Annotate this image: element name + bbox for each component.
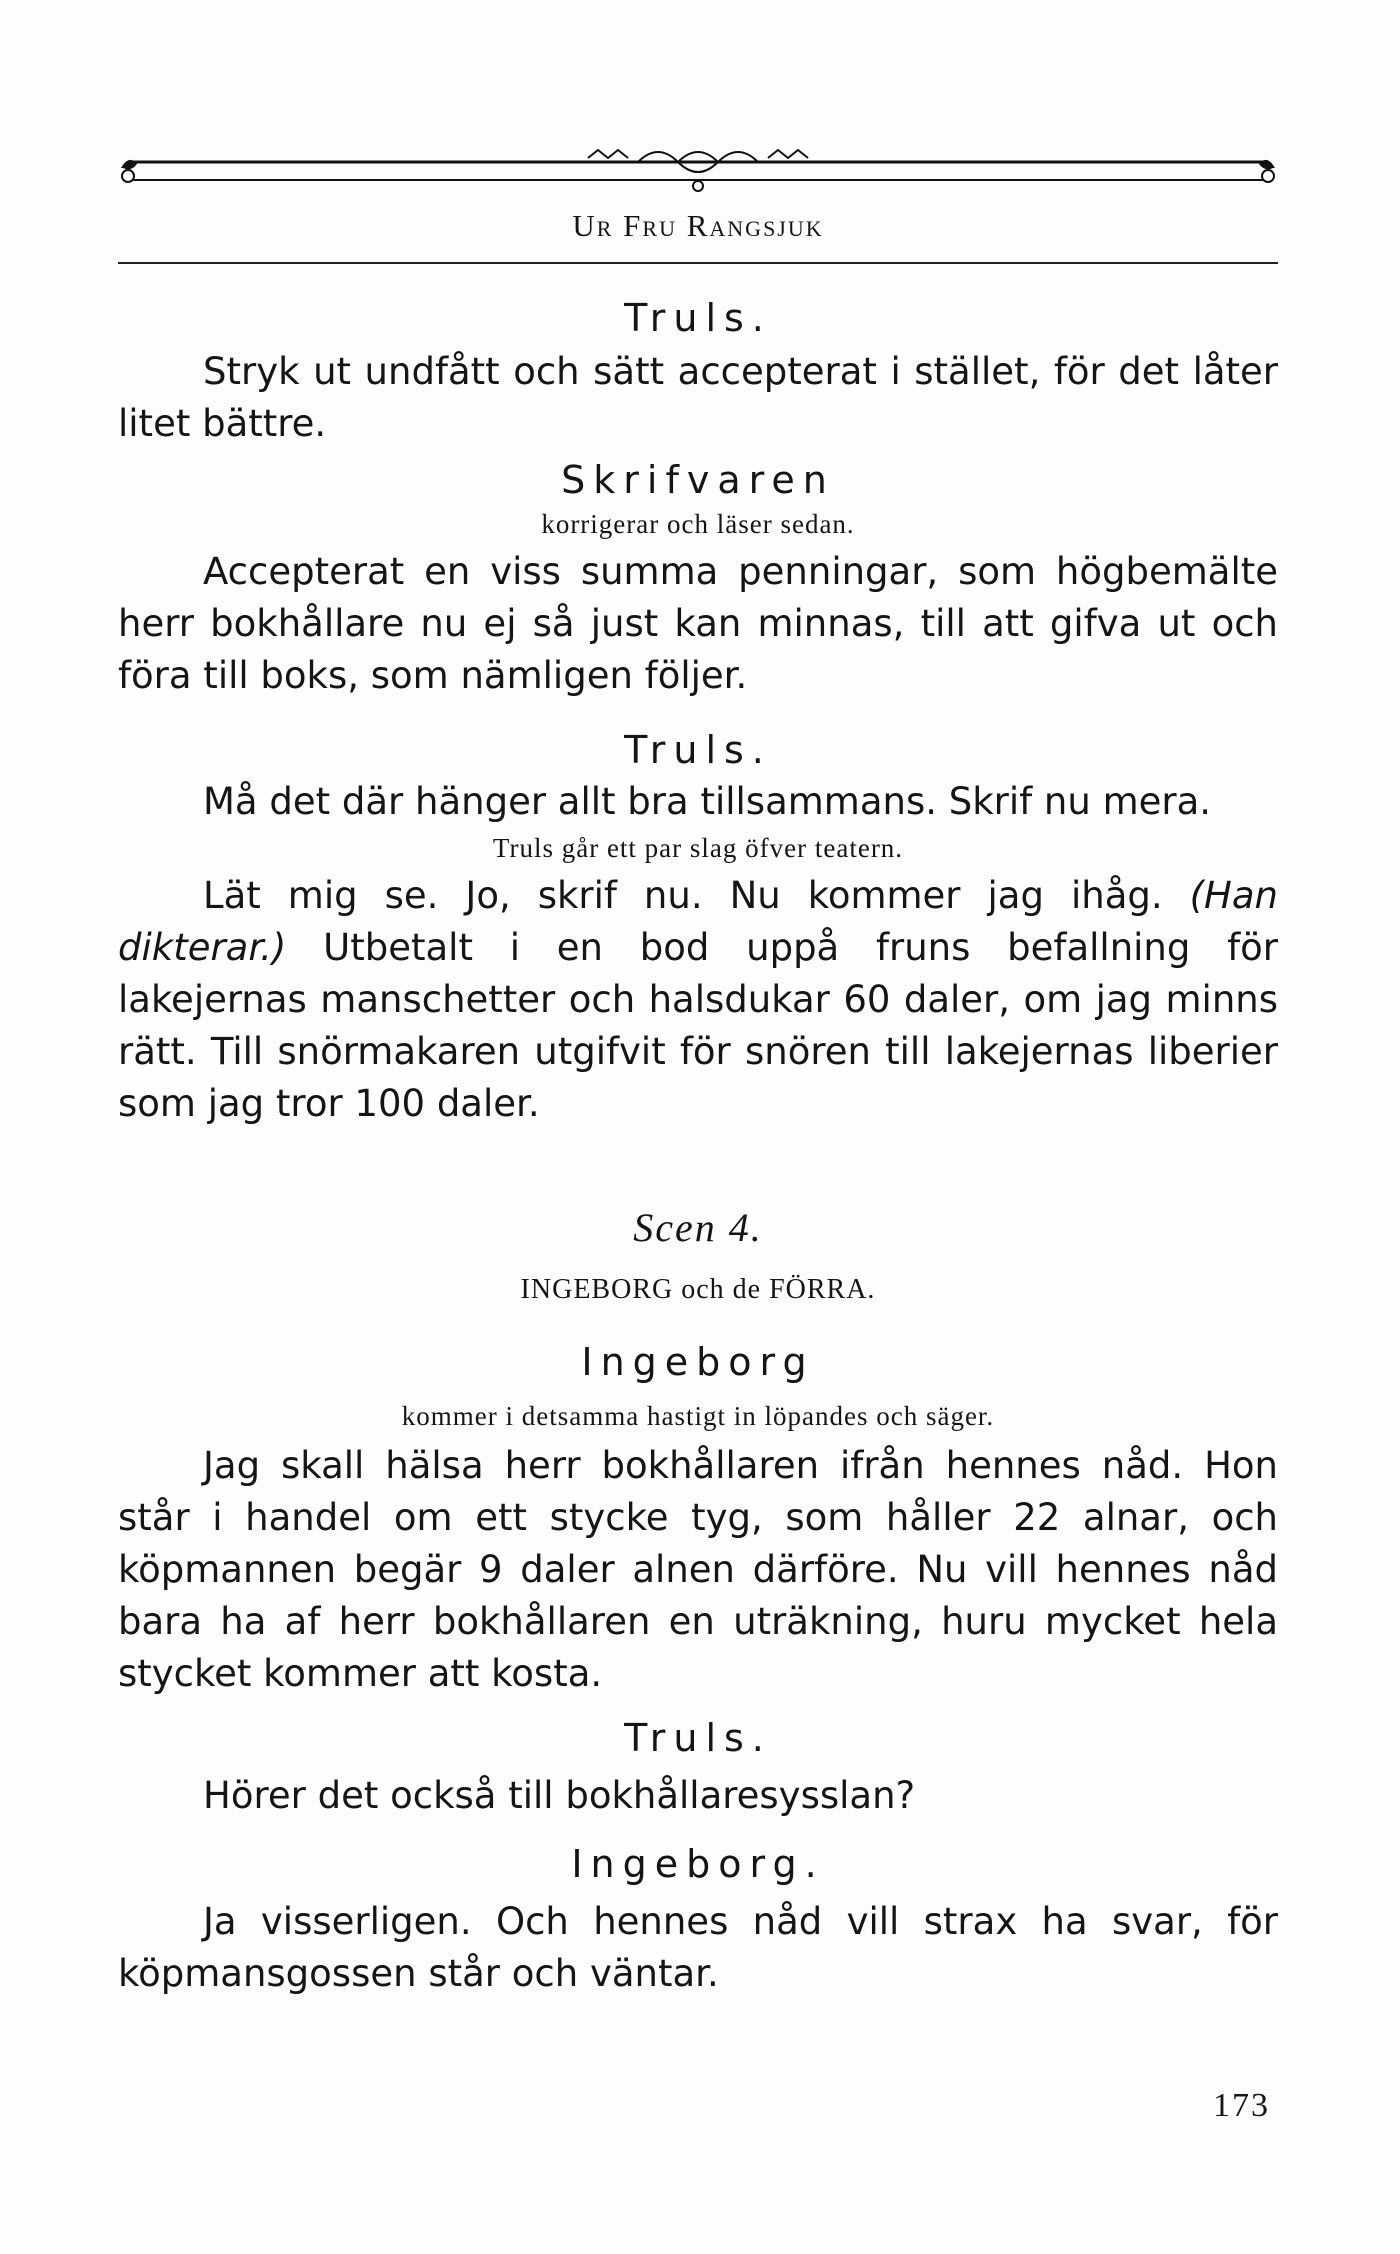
- dialogue-paragraph: Accepterat en viss summa penningar, som högbemälte herr bokhållare nu ej så just kan minnas, till att gifva ut och föra till boks, som nämligen följer.: [118, 550, 1278, 697]
- italic-stage-direction: (Han dikterar.): [118, 874, 1278, 969]
- dialogue-paragraph: Ja visserligen. Och hennes nåd vill strax ha svar, för köpmansgossen står och väntar.: [118, 1900, 1278, 1995]
- stage-direction: Truls går ett par slag öfver teatern.: [492, 833, 904, 863]
- speaker-name: Truls.: [624, 296, 772, 340]
- stage-direction: korrigerar och läser sedan.: [541, 509, 855, 539]
- ornamental-header-rule: [118, 140, 1278, 200]
- page-number: 173: [1213, 2087, 1270, 2124]
- stage-direction: kommer i detsamma hastigt in löpandes och säger.: [401, 1401, 995, 1431]
- scene-characters: INGEBORG och de FÖRRA.: [520, 1274, 876, 1305]
- dialogue-paragraph: Hörer det också till bokhållaresysslan?: [203, 1774, 916, 1817]
- scene-heading: Scen 4.: [633, 1205, 763, 1250]
- speaker-name: Skrifvaren: [561, 458, 835, 502]
- speaker-name: Ingeborg: [581, 1340, 815, 1384]
- speaker-name: Truls.: [624, 1716, 772, 1760]
- speaker-name: Truls.: [624, 728, 772, 772]
- speaker-name: Ingeborg.: [571, 1842, 825, 1886]
- dialogue-paragraph: Stryk ut undfått och sätt accepterat i stället, för det låter litet bättre.: [118, 350, 1278, 445]
- dialogue-text: Utbetalt i en bod uppå fruns befallning för lakejernas manschetter och halsdukar 60 daler, om jag minns rätt. Till snörmakaren utgifvit för snören till lakejernas liberier som jag tror 100 daler.: [118, 926, 1278, 1125]
- dialogue-paragraph: [118, 870, 1278, 1130]
- running-head: Ur Fru Rangsjuk: [572, 208, 824, 243]
- header-divider: [118, 262, 1278, 264]
- play-text: [118, 292, 1278, 2000]
- dialogue-paragraph: Må det där hänger allt bra tillsammans. Skrif nu mera.: [203, 780, 1212, 823]
- dialogue-paragraph: Jag skall hälsa herr bokhållaren ifrån hennes nåd. Hon står i handel om ett stycke tyg, som håller 22 alnar, och köpmannen begär 9 daler alnen därföre. Nu vill hennes nåd bara ha af herr bokhållaren en uträkning, huru mycket hela stycket kommer att kosta.: [118, 1444, 1278, 1695]
- dialogue-text: Lät mig se. Jo, skrif nu. Nu kommer jag ihåg.: [203, 874, 1190, 917]
